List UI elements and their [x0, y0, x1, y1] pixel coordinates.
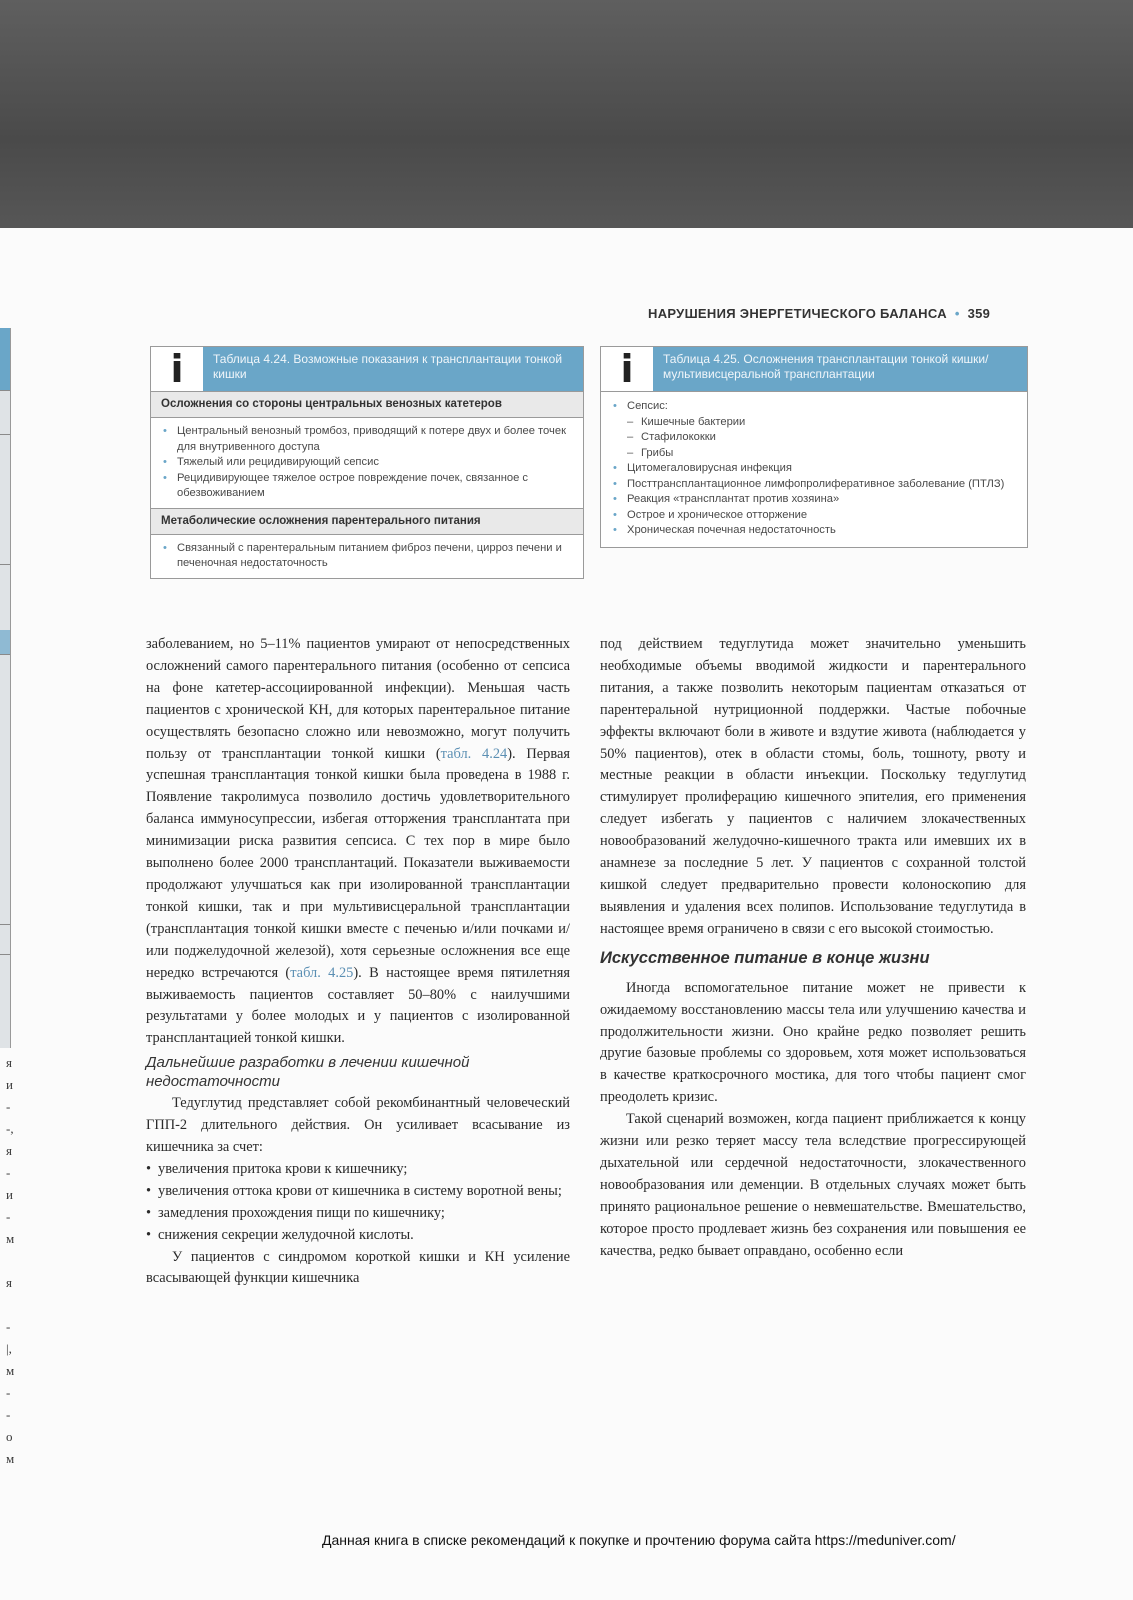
table-4-24 — [150, 346, 584, 579]
edge-char: |, — [6, 1341, 12, 1356]
edge-char: - — [6, 1209, 11, 1224]
list-item: • снижения секреции желудочной кислоты. — [146, 1225, 570, 1247]
text-run: заболеванием, но 5–11% пациентов умирают от непосредственных осложнений самого парентерального питания (особенно от сепсиса на фоне катетер-ассоциированной инфекции). Меньшая часть пациентов с хронической КН, для которых парентеральное питание осуществлять безопасно сложно или невозможно, могут получить пользу от трансплантации тонкой кишки ( — [146, 636, 570, 762]
paragraph: под действием тедуглутида может значительно уменьшить необходимые объемы вводимой жидкости и парентерального питания, а также позволить некоторым пациентам отказаться от парентеральной нутриционной поддержки. Частые побочные эффекты включают боли в животе и вздутие живота (наблюдается у 50% пациентов), отек в области стомы, боль, тошноту, рвоту и местные реакции в области инъекции. Поскольку тедуглутид стимулирует пролиферацию кишечного эпителия, его применения следует избегать у пациентов с наличием злокачественных новообразований желудочно-кишечного тракта или имевших их в анамнезе за последние 5 лет. У пациентов с сохранной толстой кишкой следует предварительно провести колоноскопию для выявления и удаления всех полипов. Использование тедуглутида в настоящее время ограничено в связи с его высокой стоимостью. — [600, 636, 1026, 937]
edge-char: -, — [6, 1121, 14, 1136]
list-item: • Связанный с парентеральным питанием фиброз печени, цирроз печени и печеночная недостаточность — [163, 541, 573, 572]
edge-char — [6, 1294, 20, 1316]
table-reference-link[interactable]: табл. 4.24 — [440, 745, 508, 762]
previous-page-text-edge — [6, 1052, 20, 1470]
list-item: • увеличения притока крови к кишечнику; — [146, 1159, 570, 1181]
previous-page-table-edge — [0, 328, 11, 1048]
paragraph: Такой сценарий возможен, когда пациент приближается к концу жизни или резко теряет массу тела вследствие прогрессирующей дыхательной или сердечной недостаточности, злокачественного новообразования или деменции. В отдельных случаях может быть принято рациональное решение о невмешательстве. Вмешательство, которое просто продлевает жизнь без сохранения или повышения ее качества, редко бывает оправдано, особенно если — [600, 1111, 1026, 1259]
list-item: • Тяжелый или рецидивирующий сепсис — [163, 455, 573, 471]
table-header — [151, 347, 583, 392]
edge-char: м — [6, 1451, 15, 1466]
table-section-title: Осложнения со стороны центральных венозных катетеров — [151, 392, 583, 418]
paragraph — [146, 634, 570, 1050]
page-number: 359 — [967, 306, 991, 321]
edge-char: я — [6, 1143, 12, 1158]
edge-char: - — [6, 1385, 11, 1400]
info-icon: i — [151, 347, 203, 391]
table-list — [601, 392, 1027, 547]
table-reference-link[interactable]: табл. 4.25 — [290, 964, 354, 981]
list-item: • Цитомегаловирусная инфекция — [613, 461, 1017, 477]
edge-char: - — [6, 1099, 11, 1114]
edge-char — [6, 1250, 20, 1272]
table-section-list — [151, 418, 583, 509]
running-head-title: НАРУШЕНИЯ ЭНЕРГЕТИЧЕСКОГО БАЛАНСА — [648, 306, 947, 321]
list-item: • Рецидивирующее тяжелое острое повреждение почек, связанное с обезвоживанием — [163, 471, 573, 502]
table-header — [601, 347, 1027, 392]
edge-char: - — [6, 1319, 11, 1334]
edge-char: - — [6, 1407, 11, 1422]
table-section-title: Метаболические осложнения парентерального питания — [151, 509, 583, 535]
running-head — [648, 306, 990, 321]
table-title: Таблица 4.25. Осложнения трансплантации тонкой кишки/мультивисцеральной трансплантации — [653, 347, 1027, 391]
paragraph: Тедуглутид представляет собой рекомбинантный человеческий ГПП-2 длительного действия. Он усиливает всасывание из кишечника за счет: — [146, 1095, 570, 1156]
edge-char: я — [6, 1275, 12, 1290]
list-item: • Посттрансплантационное лимфопролиферативное заболевание (ПТЛЗ) — [613, 477, 1017, 493]
left-text-column — [146, 634, 570, 1290]
list-item: • увеличения оттока крови от кишечника в систему воротной вены; — [146, 1181, 570, 1203]
edge-char: м — [6, 1363, 15, 1378]
table-section-list — [151, 535, 583, 578]
text-run: ). Первая успешная трансплантация тонкой кишки была проведена в 1988 г. Появление такролимуса позволило достичь удовлетворительного баланса иммуносупрессии, избегая отторжения трансплантата при минимизации риска развития сепсиса. С тех пор в мире было выполнено более 2000 трансплантаций. Показатели выживаемости продолжают улучшаться как при изолированной трансплантации тонкой кишки, так и при мультивисцеральной трансплантации (трансплантация тонкой кишки вместе с печенью и/или почками и/или поджелудочной железой), хотя серьезные осложнения все еще нередко встречаются ( — [146, 745, 570, 981]
list-item: • Хроническая почечная недостаточность — [613, 523, 1017, 539]
edge-char: и — [6, 1187, 13, 1202]
list-item: • Реакция «трансплантат против хозяина» — [613, 492, 1017, 508]
scanner-dark-band — [0, 0, 1133, 232]
list-item: • Сепсис: — [613, 399, 1017, 415]
paragraph: Иногда вспомогательное питание может не привести к ожидаемому восстановлению массы тела или улучшению качества и продолжительности жизни. Оно крайне редко позволяет решить другие базовые проблемы со здоровьем, хотя может использоваться в качестве краткосрочного мостика, для того чтобы пациент смог преодолеть кризис. — [600, 979, 1026, 1106]
edge-char: я — [6, 1055, 12, 1070]
list-item: • Центральный венозный тромбоз, приводящий к потере двух и более точек для внутривенного доступа — [163, 424, 573, 455]
footer-note: Данная книга в списке рекомендаций к покупке и прочтению форума сайта https://meduniver.com/ — [322, 1532, 956, 1548]
list-item: • Острое и хроническое отторжение — [613, 508, 1017, 524]
info-icon: i — [601, 347, 653, 391]
edge-char: м — [6, 1231, 15, 1246]
section-heading: Искусственное питание в конце жизни — [600, 948, 930, 967]
bullet-list — [146, 1159, 570, 1247]
table-title: Таблица 4.24. Возможные показания к трансплантации тонкой кишки — [203, 347, 583, 391]
list-subitem: – Грибы — [613, 446, 1017, 462]
edge-char: и — [6, 1077, 13, 1092]
list-subitem: – Стафилококки — [613, 430, 1017, 446]
list-subitem: – Кишечные бактерии — [613, 415, 1017, 431]
section-heading: Дальнейшие разработки в лечении кишечной недостаточности — [146, 1054, 470, 1091]
text-run: ). В настоящее время пятилетняя выживаемость пациентов составляет 50–80% с наилучшими результатами у более молодых и у пациентов с изолированной трансплантацией тонкой кишки. — [146, 964, 570, 1047]
list-item: • замедления прохождения пищи по кишечнику; — [146, 1203, 570, 1225]
running-head-bullet: • — [954, 306, 960, 321]
table-4-25 — [600, 346, 1028, 548]
right-text-column — [600, 634, 1026, 1262]
edge-char: о — [6, 1429, 13, 1444]
paragraph: У пациентов с синдромом короткой кишки и КН усиление всасывающей функции кишечника — [146, 1248, 570, 1287]
edge-char: - — [6, 1165, 11, 1180]
